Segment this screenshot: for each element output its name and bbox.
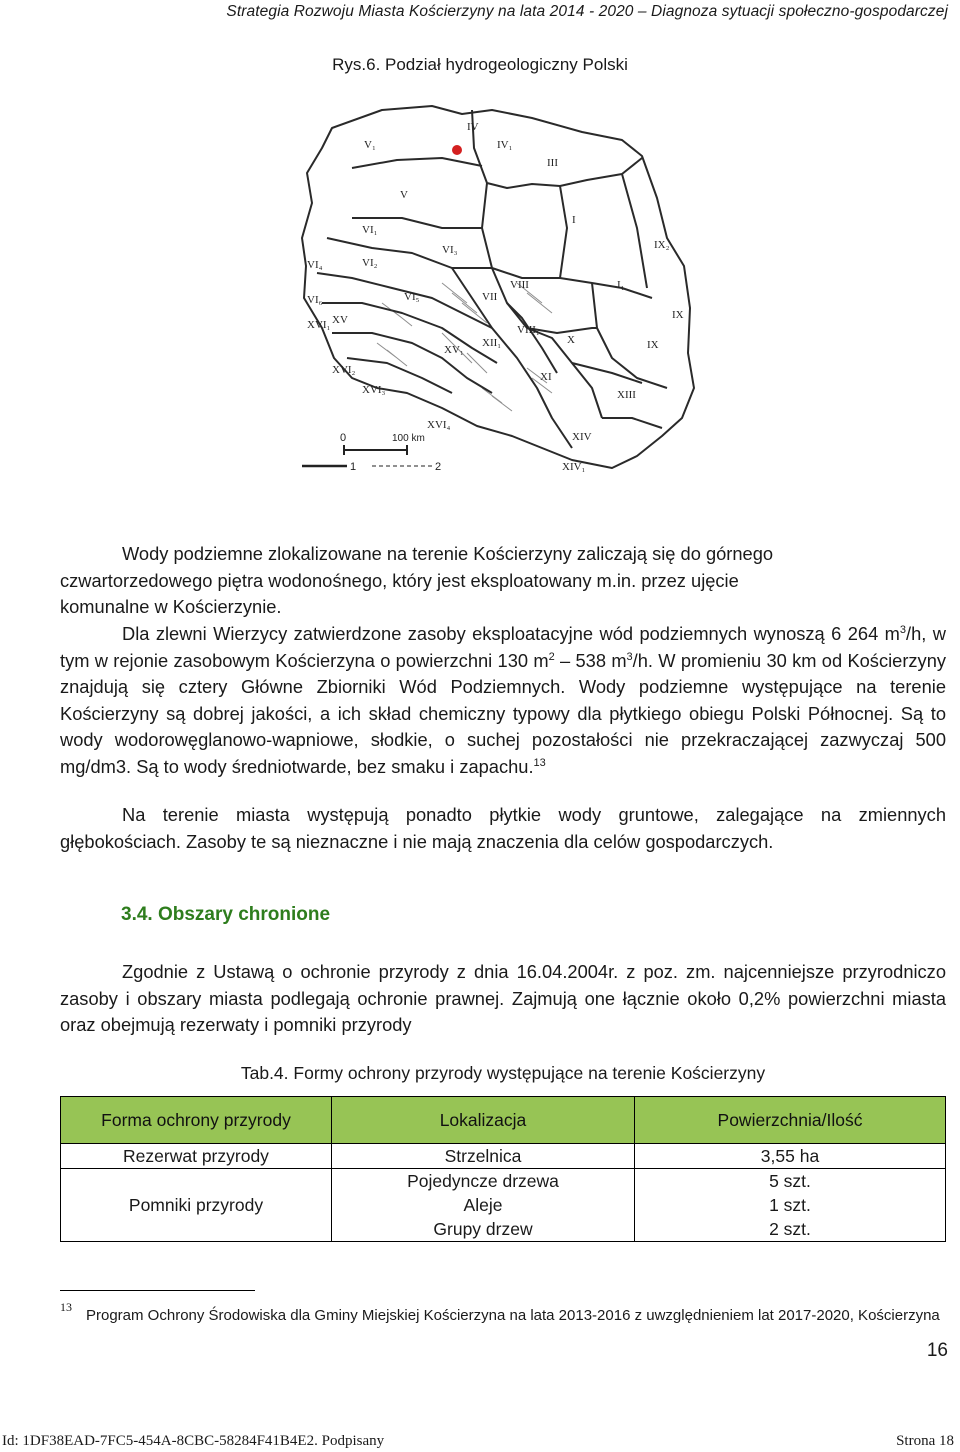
region-label: VI₂ [362, 257, 378, 269]
region-label: VI₆ [307, 294, 323, 306]
paragraph-groundwater [60, 541, 946, 621]
region-label: XIII [617, 389, 636, 401]
region-label: VII [482, 291, 498, 303]
table-cell: Aleje [332, 1193, 635, 1217]
location-marker [452, 145, 462, 155]
footnote-ref: 13 [533, 756, 546, 769]
paragraph-protected-areas: Zgodnie z Ustawą o ochronie przyrody z dnia 16.04.2004r. z poz. zm. najcenniejsze przyrodniczo zasoby i obszary miasta podlegają ochronie prawnej. Zajmują one łącznie około 0,2% powierzchni miasta oraz obejmują rezerwaty i pomniki przyrody [60, 961, 946, 1035]
svg-text:0: 0 [340, 432, 347, 444]
section-heading: 3.4. Obszary chronione [121, 904, 331, 925]
table-cell: 1 szt. [635, 1193, 946, 1217]
page-footer-number: Strona 18 [896, 1433, 954, 1449]
region-label: III [547, 157, 558, 169]
table-row [61, 1144, 946, 1169]
figure-caption: Rys.6. Podział hydrogeologiczny Polski [332, 55, 628, 74]
region-label: XV₁ [444, 344, 464, 356]
region-label: V [400, 189, 408, 201]
hydrogeological-map [292, 88, 712, 488]
svg-text:2: 2 [435, 461, 442, 473]
table-row [61, 1169, 946, 1194]
region-label: IX₂ [654, 239, 670, 251]
table-cell: 3,55 ha [635, 1144, 946, 1169]
footnote-text: Program Ochrony Środowiska dla Gminy Miejskiej Kościerzyna na lata 2013-2016 z uwzględnieniem lat 2017-2020, Kościerzyna [86, 1307, 940, 1324]
region-label: VI₃ [442, 244, 458, 256]
table-cell: Pomniki przyrody [61, 1169, 332, 1242]
region-label: XV [332, 314, 348, 326]
footnote-number: 13 [60, 1300, 72, 1314]
region-label: VI₅ [404, 291, 420, 303]
region-label: IV [467, 121, 479, 133]
map-scale-bar [340, 432, 425, 455]
page-number: 16 [926, 1340, 948, 1361]
column-header: Powierzchnia/Ilość [635, 1097, 946, 1144]
region-label: XVI₂ [332, 364, 356, 376]
region-label: VI₁ [362, 224, 378, 236]
footnote-separator [60, 1290, 255, 1291]
region-label: XIV₁ [562, 461, 586, 473]
region-label: VIII₁ [517, 324, 540, 336]
text-line: Wody podziemne zlokalizowane na terenie Kościerzyny zaliczają się do górnego [122, 543, 774, 564]
table-cell: 2 szt. [635, 1217, 946, 1242]
column-header: Forma ochrony przyrody [61, 1097, 332, 1144]
region-label: I₁ [617, 279, 625, 291]
svg-text:100 km: 100 km [392, 433, 425, 444]
table-cell: Grupy drzew [332, 1217, 635, 1242]
table-cell: Rezerwat przyrody [61, 1144, 332, 1169]
region-label: XI [540, 371, 552, 383]
poland-border [302, 106, 694, 468]
region-label: VIII [510, 279, 529, 291]
region-label: XVI₃ [362, 384, 386, 396]
table-cell: Strzelnica [332, 1144, 635, 1169]
table-cell: Pojedyncze drzewa [332, 1169, 635, 1194]
region-label: XII₁ [482, 337, 502, 349]
table-cell: 5 szt. [635, 1169, 946, 1194]
region-label: XVI₁ [307, 319, 331, 331]
region-label: VI₄ [307, 259, 323, 271]
protection-forms-table [60, 1096, 946, 1242]
paragraph-resources: Dla zlewni Wierzycy zatwierdzone zasoby eksploatacyjne wód podziemnych wynoszą 6 264 $m^3/h$, w tym w rejonie zasobowym Kościerzyna o powierzchni 130 $m^2 - 538$ $m^3/h$. W promieniu 30 km od Kościerzyny znajdują się cztery Główne Zbiorniki Wód Podziemnych. Wody podziemne występujące na terenie Kościerzyny są dobrej jakości, a ich skład chemiczny typowy dla płytkiego obiegu Polski Północnej. Są to wody wodorowęglanowo-wapniowe, słodkie, o suchej pozostałości nie przekraczającej zazwyczaj 500 mg/dm3. Są to wody średniotwarde, bez smaku i zapachu.$^{13}$ [60, 623, 946, 777]
text-line: komunalne w Kościerzynie. [60, 596, 282, 617]
signature-footer: Id: 1DF38EAD-7FC5-454A-8CBC-58284F41B4E2. Podpisany [2, 1433, 385, 1449]
region-label: XIV [572, 431, 592, 443]
region-label: XVI₄ [427, 419, 451, 431]
text-line: czwartorzedowego piętra wodonośnego, który jest eksploatowany m.in. przez ujęcie [60, 569, 739, 591]
region-label: I [572, 214, 576, 226]
region-label: X [567, 334, 575, 346]
map-legend [302, 461, 441, 473]
region-label: V₁ [364, 139, 376, 151]
region-label: IV₁ [497, 139, 513, 151]
svg-text:1: 1 [350, 461, 357, 473]
column-header: Lokalizacja [332, 1097, 635, 1144]
table-caption: Tab.4. Formy ochrony przyrody występujące na terenie Kościerzyny [240, 1063, 766, 1083]
paragraph-shallow-water: Na terenie miasta występują ponadto płytkie wody gruntowe, zalegające na zmiennych głębokościach. Zasoby te są nieznaczne i nie mają znaczenia dla celów gospodarczych. [60, 804, 946, 852]
running-header: Strategia Rozwoju Miasta Kościerzyny na lata 2014 - 2020 – Diagnoza sytuacji społeczno-gospodarczej [226, 3, 948, 20]
region-label: IX [647, 339, 659, 351]
region-label: IX [672, 309, 684, 321]
